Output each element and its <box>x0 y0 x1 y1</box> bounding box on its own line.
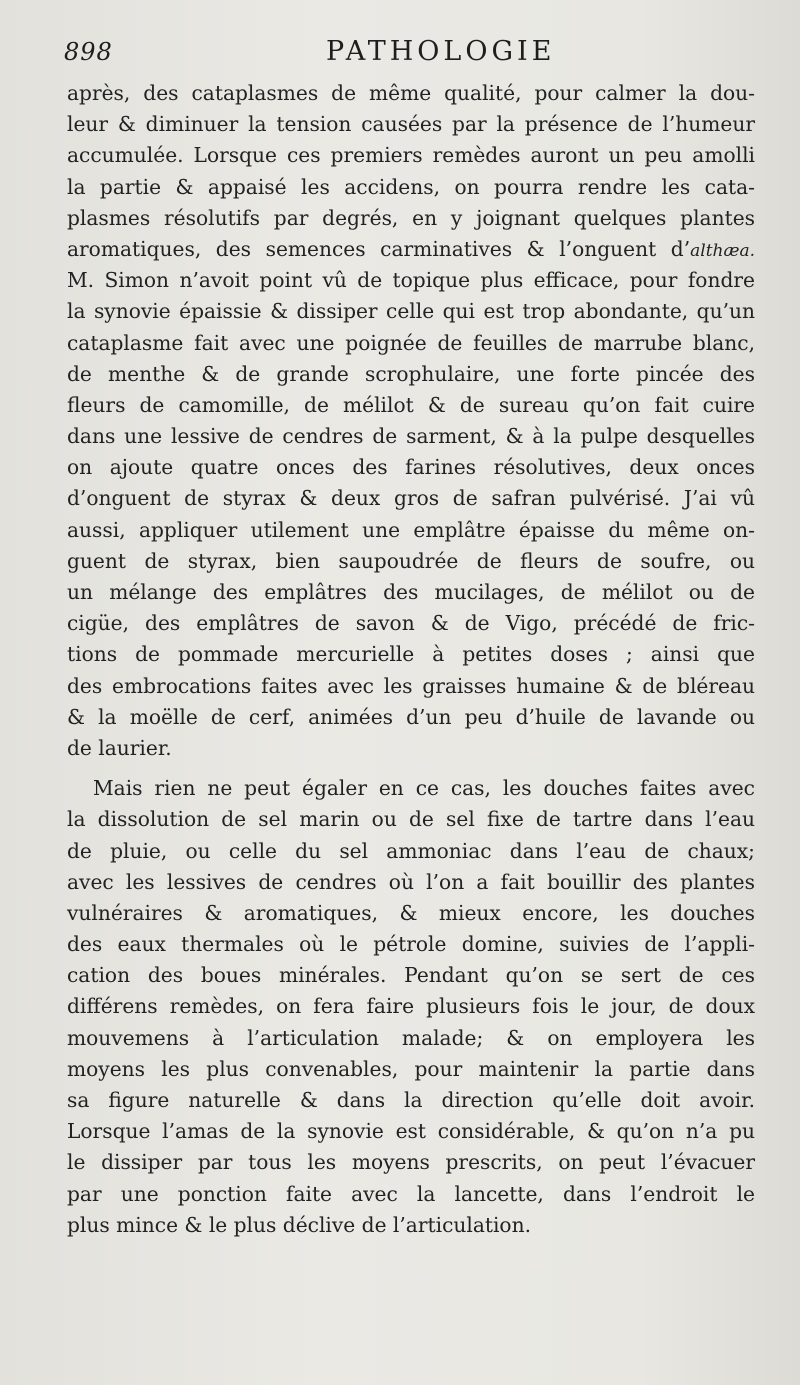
text-line: on ajoute quatre onces des farines résolutives, deux onces <box>67 455 755 480</box>
text-line: Mais rien ne peut égaler en ce cas, les douches faites avec <box>93 776 755 801</box>
text-line: de menthe & de grande scrophulaire, une forte pincée des <box>67 361 755 386</box>
text-line: fleurs de camomille, de mélilot & de sureau qu’on fait cuire <box>67 392 755 417</box>
text-line: par une ponction faite avec la lancette, dans l’endroit le <box>67 1181 755 1206</box>
body-text <box>67 78 755 1241</box>
paragraph-spacer <box>67 764 755 773</box>
text-line: vulnéraires & aromatiques, & mieux encore, les douches <box>67 900 755 925</box>
text-line: dans une lessive de cendres de sarment, & à la pulpe desquelles <box>67 424 755 449</box>
page-number: 898 <box>64 38 113 66</box>
text-line: & la moëlle de cerf, animées d’un peu d’huile de lavande ou <box>67 704 755 729</box>
text-line: la synovie épaissie & dissiper celle qui est trop abondante, qu’un <box>67 299 755 324</box>
text-line: un mélange des emplâtres des mucilages, de mélilot ou de <box>67 580 755 604</box>
text-line: la partie & appaisé les accidens, on pourra rendre les cata- <box>67 174 755 199</box>
text-line: Lorsque l’amas de la synovie est considérable, & qu’on n’a pu <box>67 1119 755 1144</box>
paragraph-2 <box>67 773 755 1241</box>
text-line: des embrocations faites avec les graisses humaine & de bléreau <box>67 673 755 698</box>
text-line: la dissolution de sel marin ou de sel fixe de tartre dans l’eau <box>67 807 755 832</box>
paragraph-1 <box>67 78 755 764</box>
running-title: PATHOLOGIE <box>326 36 556 67</box>
text-line: leur & diminuer la tension causées par la présence de l’humeur <box>67 112 755 137</box>
text-line: le dissiper par tous les moyens prescrits, on peut l’évacuer <box>67 1150 755 1175</box>
text-line: des eaux thermales où le pétrole domine, suivies de l’appli- <box>67 932 755 957</box>
text-line: d’onguent de styrax & deux gros de safran pulvérisé. J’ai vû <box>67 486 755 511</box>
text-line: plasmes résolutifs par degrés, en y joignant quelques plantes <box>67 205 755 230</box>
text-line: cataplasme fait avec une poignée de feuilles de marrube blanc, <box>67 330 755 355</box>
italic-term: althæa. <box>690 240 755 261</box>
text-line-with-italic <box>67 234 755 265</box>
text-fragment: aromatiques, des semences carminatives & l’onguent d’ <box>67 236 691 261</box>
text-line: plus mince & le plus déclive de l’articulation. <box>67 1212 532 1237</box>
text-line: accumulée. Lorsque ces premiers remèdes auront un peu amolli <box>67 143 755 168</box>
text-line: avec les lessives de cendres où l’on a fait bouillir des plantes <box>67 869 755 894</box>
text-line: guent de styrax, bien saupoudrée de fleurs de soufre, ou <box>67 548 755 573</box>
text-line: cation des boues minérales. Pendant qu’on se sert de ces <box>67 963 755 988</box>
text-line: après, des cataplasmes de même qualité, pour calmer la dou- <box>67 81 755 105</box>
text-line: moyens les plus convenables, pour maintenir la partie dans <box>67 1056 755 1081</box>
text-line: de pluie, ou celle du sel ammoniac dans l’eau de chaux; <box>67 838 755 863</box>
text-line: de laurier. <box>67 735 172 760</box>
text-line: différens remèdes, on fera faire plusieurs fois le jour, de doux <box>67 994 755 1019</box>
page-header <box>64 34 764 74</box>
text-line: tions de pommade mercurielle à petites doses ; ainsi que <box>67 642 755 667</box>
text-line: aussi, appliquer utilement une emplâtre épaisse du même on- <box>67 517 755 542</box>
text-line: sa figure naturelle & dans la direction qu’elle doit avoir. <box>67 1088 755 1112</box>
text-line: cigüe, des emplâtres de savon & de Vigo, précédé de fric- <box>67 611 755 636</box>
text-line: M. Simon n’avoit point vû de topique plus efficace, pour fondre <box>67 268 755 293</box>
text-line: mouvemens à l’articulation malade; & on employera les <box>67 1025 755 1050</box>
